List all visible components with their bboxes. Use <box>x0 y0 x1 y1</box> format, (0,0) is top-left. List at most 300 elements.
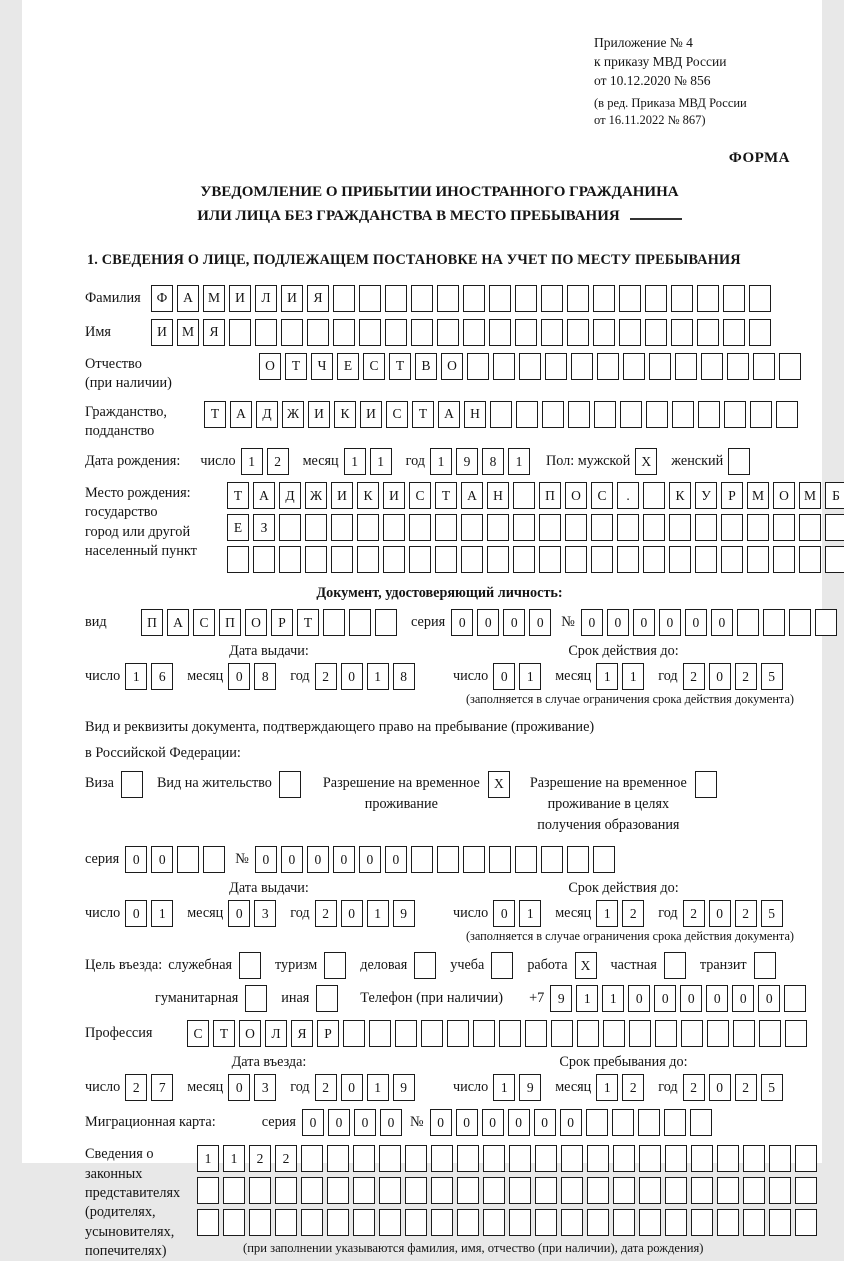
char-box[interactable] <box>461 546 483 573</box>
char-box[interactable]: 0 <box>125 846 147 873</box>
char-box[interactable]: П <box>141 609 163 636</box>
char-box[interactable]: А <box>177 285 199 312</box>
char-box[interactable] <box>411 285 433 312</box>
char-box[interactable] <box>541 846 563 873</box>
char-box[interactable] <box>561 1209 583 1236</box>
char-box[interactable] <box>646 401 668 428</box>
char-box[interactable] <box>695 771 717 798</box>
purpose-option-checkbox[interactable]: X <box>575 952 597 979</box>
char-box[interactable]: 0 <box>359 846 381 873</box>
char-box[interactable] <box>227 546 249 573</box>
char-box[interactable]: Д <box>256 401 278 428</box>
char-box[interactable]: С <box>187 1020 209 1047</box>
char-box[interactable] <box>639 1177 661 1204</box>
char-box[interactable]: 9 <box>456 448 478 475</box>
char-box[interactable] <box>795 1145 817 1172</box>
char-box[interactable]: К <box>669 482 691 509</box>
char-box[interactable]: 1 <box>519 900 541 927</box>
char-box[interactable]: Я <box>203 319 225 346</box>
char-box[interactable]: 0 <box>328 1109 350 1136</box>
char-box[interactable] <box>785 1020 807 1047</box>
residence-issue-month-input[interactable] <box>228 900 280 927</box>
char-box[interactable] <box>279 771 301 798</box>
char-box[interactable] <box>229 319 251 346</box>
char-box[interactable] <box>763 609 785 636</box>
char-box[interactable] <box>515 846 537 873</box>
char-box[interactable]: 0 <box>711 609 733 636</box>
char-box[interactable] <box>435 514 457 541</box>
stay-day-input[interactable] <box>493 1074 545 1101</box>
char-box[interactable] <box>463 846 485 873</box>
char-box[interactable]: 0 <box>493 900 515 927</box>
char-box[interactable] <box>327 1209 349 1236</box>
char-box[interactable]: С <box>409 482 431 509</box>
char-box[interactable] <box>323 609 345 636</box>
char-box[interactable]: 1 <box>367 1074 389 1101</box>
stay-year-input[interactable] <box>683 1074 787 1101</box>
doc-kind-input[interactable] <box>141 609 401 636</box>
char-box[interactable]: 0 <box>709 663 731 690</box>
char-box[interactable] <box>249 1209 271 1236</box>
char-box[interactable]: Я <box>307 285 329 312</box>
char-box[interactable] <box>629 1020 651 1047</box>
char-box[interactable] <box>594 401 616 428</box>
char-box[interactable]: Р <box>317 1020 339 1047</box>
char-box[interactable] <box>717 1209 739 1236</box>
char-box[interactable] <box>483 1177 505 1204</box>
char-box[interactable] <box>357 546 379 573</box>
char-box[interactable]: У <box>695 482 717 509</box>
temp-residence-checkbox[interactable] <box>488 771 514 798</box>
char-box[interactable] <box>411 846 433 873</box>
char-box[interactable] <box>379 1145 401 1172</box>
char-box[interactable] <box>799 514 821 541</box>
residence-issue-year-input[interactable] <box>315 900 419 927</box>
char-box[interactable] <box>255 319 277 346</box>
char-box[interactable]: 0 <box>333 846 355 873</box>
char-box[interactable] <box>437 319 459 346</box>
char-box[interactable] <box>784 985 806 1012</box>
char-box[interactable]: 0 <box>503 609 525 636</box>
char-box[interactable]: 0 <box>534 1109 556 1136</box>
char-box[interactable] <box>825 514 844 541</box>
char-box[interactable] <box>613 1145 635 1172</box>
char-box[interactable] <box>437 285 459 312</box>
char-box[interactable] <box>586 1109 608 1136</box>
char-box[interactable]: И <box>229 285 251 312</box>
char-box[interactable]: П <box>219 609 241 636</box>
char-box[interactable]: Т <box>213 1020 235 1047</box>
char-box[interactable] <box>383 546 405 573</box>
surname-input[interactable] <box>151 285 775 312</box>
char-box[interactable] <box>691 1177 713 1204</box>
char-box[interactable] <box>665 1209 687 1236</box>
char-box[interactable] <box>385 319 407 346</box>
char-box[interactable] <box>612 1109 634 1136</box>
char-box[interactable] <box>493 353 515 380</box>
char-box[interactable] <box>405 1145 427 1172</box>
char-box[interactable] <box>483 1145 505 1172</box>
char-box[interactable]: А <box>461 482 483 509</box>
char-box[interactable] <box>307 319 329 346</box>
char-box[interactable] <box>695 546 717 573</box>
char-box[interactable]: М <box>203 285 225 312</box>
citizenship-input[interactable] <box>204 401 802 428</box>
char-box[interactable] <box>773 514 795 541</box>
char-box[interactable] <box>509 1145 531 1172</box>
char-box[interactable] <box>461 514 483 541</box>
char-box[interactable]: 0 <box>456 1109 478 1136</box>
doc-valid-day-input[interactable] <box>493 663 545 690</box>
char-box[interactable] <box>695 514 717 541</box>
char-box[interactable] <box>587 1209 609 1236</box>
char-box[interactable] <box>749 319 771 346</box>
char-box[interactable]: 2 <box>267 448 289 475</box>
char-box[interactable] <box>617 546 639 573</box>
representatives-line3-input[interactable] <box>197 1209 821 1236</box>
char-box[interactable] <box>525 1020 547 1047</box>
char-box[interactable]: 2 <box>683 900 705 927</box>
char-box[interactable] <box>587 1145 609 1172</box>
char-box[interactable] <box>487 514 509 541</box>
char-box[interactable]: И <box>308 401 330 428</box>
char-box[interactable]: Р <box>721 482 743 509</box>
char-box[interactable]: Ф <box>151 285 173 312</box>
char-box[interactable] <box>769 1177 791 1204</box>
char-box[interactable]: 2 <box>275 1145 297 1172</box>
char-box[interactable] <box>671 285 693 312</box>
char-box[interactable]: 9 <box>519 1074 541 1101</box>
char-box[interactable]: 0 <box>302 1109 324 1136</box>
char-box[interactable]: Н <box>487 482 509 509</box>
char-box[interactable] <box>691 1145 713 1172</box>
char-box[interactable]: . <box>617 482 639 509</box>
char-box[interactable] <box>421 1020 443 1047</box>
char-box[interactable] <box>203 846 225 873</box>
doc-number-input[interactable] <box>581 609 841 636</box>
char-box[interactable] <box>353 1209 375 1236</box>
char-box[interactable] <box>375 609 397 636</box>
char-box[interactable]: Л <box>255 285 277 312</box>
char-box[interactable] <box>623 353 645 380</box>
char-box[interactable] <box>749 285 771 312</box>
char-box[interactable] <box>571 353 593 380</box>
char-box[interactable] <box>672 401 694 428</box>
purpose-option-checkbox[interactable] <box>245 985 267 1012</box>
char-box[interactable]: 8 <box>254 663 276 690</box>
char-box[interactable] <box>177 846 199 873</box>
char-box[interactable] <box>535 1209 557 1236</box>
char-box[interactable] <box>353 1145 375 1172</box>
char-box[interactable]: И <box>151 319 173 346</box>
char-box[interactable] <box>509 1209 531 1236</box>
char-box[interactable]: 1 <box>508 448 530 475</box>
edu-residence-checkbox[interactable] <box>695 771 721 798</box>
char-box[interactable]: К <box>357 482 379 509</box>
purpose-option-checkbox[interactable] <box>414 952 436 979</box>
char-box[interactable] <box>769 1209 791 1236</box>
residence-issue-day-input[interactable] <box>125 900 177 927</box>
char-box[interactable] <box>593 319 615 346</box>
char-box[interactable] <box>643 514 665 541</box>
char-box[interactable] <box>691 1209 713 1236</box>
sex-male-checkbox[interactable] <box>635 448 661 475</box>
char-box[interactable] <box>431 1177 453 1204</box>
char-box[interactable]: О <box>441 353 463 380</box>
char-box[interactable]: 0 <box>151 846 173 873</box>
char-box[interactable]: С <box>591 482 613 509</box>
char-box[interactable] <box>723 285 745 312</box>
char-box[interactable]: Д <box>279 482 301 509</box>
birth-month-input[interactable] <box>344 448 396 475</box>
char-box[interactable] <box>279 546 301 573</box>
char-box[interactable]: 1 <box>197 1145 219 1172</box>
char-box[interactable] <box>681 1020 703 1047</box>
phone-input[interactable] <box>550 985 810 1012</box>
char-box[interactable] <box>789 609 811 636</box>
char-box[interactable]: Т <box>412 401 434 428</box>
firstname-input[interactable] <box>151 319 775 346</box>
char-box[interactable]: Т <box>285 353 307 380</box>
char-box[interactable]: X <box>635 448 657 475</box>
char-box[interactable] <box>707 1020 729 1047</box>
char-box[interactable]: И <box>360 401 382 428</box>
char-box[interactable] <box>665 1177 687 1204</box>
residence-permit-checkbox[interactable] <box>279 771 305 798</box>
char-box[interactable] <box>359 285 381 312</box>
residence-number-input[interactable] <box>255 846 619 873</box>
char-box[interactable] <box>411 319 433 346</box>
char-box[interactable]: 0 <box>307 846 329 873</box>
char-box[interactable] <box>795 1209 817 1236</box>
representatives-line1-input[interactable] <box>197 1145 821 1172</box>
char-box[interactable] <box>655 1020 677 1047</box>
char-box[interactable]: 0 <box>228 1074 250 1101</box>
char-box[interactable]: Б <box>825 482 844 509</box>
char-box[interactable]: Т <box>435 482 457 509</box>
char-box[interactable] <box>565 546 587 573</box>
char-box[interactable]: 2 <box>315 1074 337 1101</box>
char-box[interactable] <box>561 1145 583 1172</box>
char-box[interactable]: 6 <box>151 663 173 690</box>
char-box[interactable] <box>698 401 720 428</box>
char-box[interactable] <box>516 401 538 428</box>
char-box[interactable]: 0 <box>125 900 147 927</box>
char-box[interactable]: 0 <box>706 985 728 1012</box>
char-box[interactable]: 1 <box>622 663 644 690</box>
char-box[interactable] <box>331 546 353 573</box>
char-box[interactable] <box>467 353 489 380</box>
char-box[interactable] <box>223 1209 245 1236</box>
char-box[interactable] <box>619 319 641 346</box>
char-box[interactable]: 0 <box>430 1109 452 1136</box>
residence-series-input[interactable] <box>125 846 229 873</box>
char-box[interactable] <box>447 1020 469 1047</box>
char-box[interactable] <box>551 1020 573 1047</box>
char-box[interactable]: 2 <box>315 663 337 690</box>
char-box[interactable] <box>567 319 589 346</box>
char-box[interactable] <box>535 1145 557 1172</box>
char-box[interactable] <box>281 319 303 346</box>
char-box[interactable]: 8 <box>393 663 415 690</box>
char-box[interactable] <box>301 1209 323 1236</box>
char-box[interactable]: 1 <box>596 900 618 927</box>
visa-checkbox[interactable] <box>121 771 147 798</box>
char-box[interactable]: 0 <box>228 663 250 690</box>
char-box[interactable]: С <box>386 401 408 428</box>
char-box[interactable]: 2 <box>735 1074 757 1101</box>
char-box[interactable]: В <box>415 353 437 380</box>
char-box[interactable] <box>431 1145 453 1172</box>
char-box[interactable]: 1 <box>493 1074 515 1101</box>
char-box[interactable] <box>343 1020 365 1047</box>
char-box[interactable] <box>613 1209 635 1236</box>
char-box[interactable]: 0 <box>255 846 277 873</box>
birth-place-line3-input[interactable] <box>227 546 844 573</box>
char-box[interactable]: 0 <box>493 663 515 690</box>
char-box[interactable]: Ж <box>282 401 304 428</box>
char-box[interactable] <box>513 546 535 573</box>
char-box[interactable] <box>776 401 798 428</box>
char-box[interactable]: 1 <box>430 448 452 475</box>
char-box[interactable]: Т <box>297 609 319 636</box>
char-box[interactable]: Т <box>389 353 411 380</box>
purpose-option-checkbox[interactable] <box>754 952 776 979</box>
char-box[interactable] <box>327 1145 349 1172</box>
char-box[interactable] <box>690 1109 712 1136</box>
char-box[interactable] <box>515 319 537 346</box>
char-box[interactable]: М <box>799 482 821 509</box>
char-box[interactable]: Т <box>227 482 249 509</box>
char-box[interactable]: 1 <box>519 663 541 690</box>
char-box[interactable]: 0 <box>281 846 303 873</box>
char-box[interactable] <box>671 319 693 346</box>
birth-place-line1-input[interactable] <box>227 482 844 509</box>
char-box[interactable] <box>799 546 821 573</box>
doc-issue-year-input[interactable] <box>315 663 419 690</box>
entry-day-input[interactable] <box>125 1074 177 1101</box>
char-box[interactable]: 9 <box>393 900 415 927</box>
patronymic-input[interactable] <box>259 353 805 380</box>
char-box[interactable]: И <box>383 482 405 509</box>
char-box[interactable]: 9 <box>550 985 572 1012</box>
char-box[interactable]: X <box>488 771 510 798</box>
char-box[interactable]: Ч <box>311 353 333 380</box>
char-box[interactable]: 1 <box>596 1074 618 1101</box>
char-box[interactable] <box>490 401 512 428</box>
stay-month-input[interactable] <box>596 1074 648 1101</box>
char-box[interactable]: 0 <box>709 900 731 927</box>
char-box[interactable]: 0 <box>477 609 499 636</box>
char-box[interactable] <box>331 514 353 541</box>
char-box[interactable]: 0 <box>341 663 363 690</box>
char-box[interactable]: М <box>747 482 769 509</box>
char-box[interactable]: 0 <box>482 1109 504 1136</box>
char-box[interactable]: 0 <box>628 985 650 1012</box>
char-box[interactable] <box>645 285 667 312</box>
char-box[interactable] <box>385 285 407 312</box>
birth-day-input[interactable] <box>241 448 293 475</box>
representatives-line2-input[interactable] <box>197 1177 821 1204</box>
char-box[interactable]: Т <box>204 401 226 428</box>
char-box[interactable] <box>279 514 301 541</box>
entry-month-input[interactable] <box>228 1074 280 1101</box>
char-box[interactable] <box>639 1209 661 1236</box>
char-box[interactable] <box>645 319 667 346</box>
char-box[interactable] <box>333 285 355 312</box>
char-box[interactable] <box>737 609 759 636</box>
char-box[interactable] <box>747 546 769 573</box>
char-box[interactable]: 1 <box>370 448 392 475</box>
char-box[interactable] <box>561 1177 583 1204</box>
char-box[interactable]: М <box>177 319 199 346</box>
char-box[interactable]: 2 <box>735 900 757 927</box>
char-box[interactable] <box>489 285 511 312</box>
char-box[interactable] <box>773 546 795 573</box>
char-box[interactable] <box>591 546 613 573</box>
char-box[interactable] <box>759 1020 781 1047</box>
char-box[interactable] <box>541 285 563 312</box>
char-box[interactable] <box>717 1145 739 1172</box>
char-box[interactable] <box>487 546 509 573</box>
char-box[interactable] <box>779 353 801 380</box>
char-box[interactable]: 3 <box>254 1074 276 1101</box>
char-box[interactable] <box>353 1177 375 1204</box>
char-box[interactable]: 0 <box>633 609 655 636</box>
char-box[interactable]: 0 <box>354 1109 376 1136</box>
char-box[interactable] <box>275 1209 297 1236</box>
char-box[interactable] <box>539 514 561 541</box>
char-box[interactable]: 8 <box>482 448 504 475</box>
char-box[interactable] <box>435 546 457 573</box>
char-box[interactable]: 9 <box>393 1074 415 1101</box>
char-box[interactable] <box>483 1209 505 1236</box>
char-box[interactable]: 0 <box>341 900 363 927</box>
char-box[interactable]: Е <box>337 353 359 380</box>
char-box[interactable] <box>753 353 775 380</box>
char-box[interactable] <box>463 285 485 312</box>
char-box[interactable] <box>223 1177 245 1204</box>
char-box[interactable]: Н <box>464 401 486 428</box>
char-box[interactable] <box>620 401 642 428</box>
char-box[interactable]: 1 <box>241 448 263 475</box>
char-box[interactable]: 2 <box>622 1074 644 1101</box>
char-box[interactable] <box>515 285 537 312</box>
char-box[interactable]: 1 <box>602 985 624 1012</box>
char-box[interactable] <box>597 353 619 380</box>
char-box[interactable] <box>489 846 511 873</box>
doc-issue-day-input[interactable] <box>125 663 177 690</box>
char-box[interactable]: 2 <box>125 1074 147 1101</box>
char-box[interactable]: 1 <box>151 900 173 927</box>
char-box[interactable] <box>743 1145 765 1172</box>
doc-issue-month-input[interactable] <box>228 663 280 690</box>
char-box[interactable]: 2 <box>683 663 705 690</box>
char-box[interactable] <box>643 482 665 509</box>
char-box[interactable]: 0 <box>508 1109 530 1136</box>
purpose-option-checkbox[interactable] <box>491 952 513 979</box>
char-box[interactable] <box>379 1209 401 1236</box>
char-box[interactable]: А <box>167 609 189 636</box>
doc-series-input[interactable] <box>451 609 555 636</box>
char-box[interactable]: О <box>773 482 795 509</box>
birth-year-input[interactable] <box>430 448 534 475</box>
char-box[interactable] <box>721 546 743 573</box>
char-box[interactable]: 2 <box>249 1145 271 1172</box>
char-box[interactable]: И <box>331 482 353 509</box>
char-box[interactable] <box>431 1209 453 1236</box>
char-box[interactable]: 2 <box>315 900 337 927</box>
